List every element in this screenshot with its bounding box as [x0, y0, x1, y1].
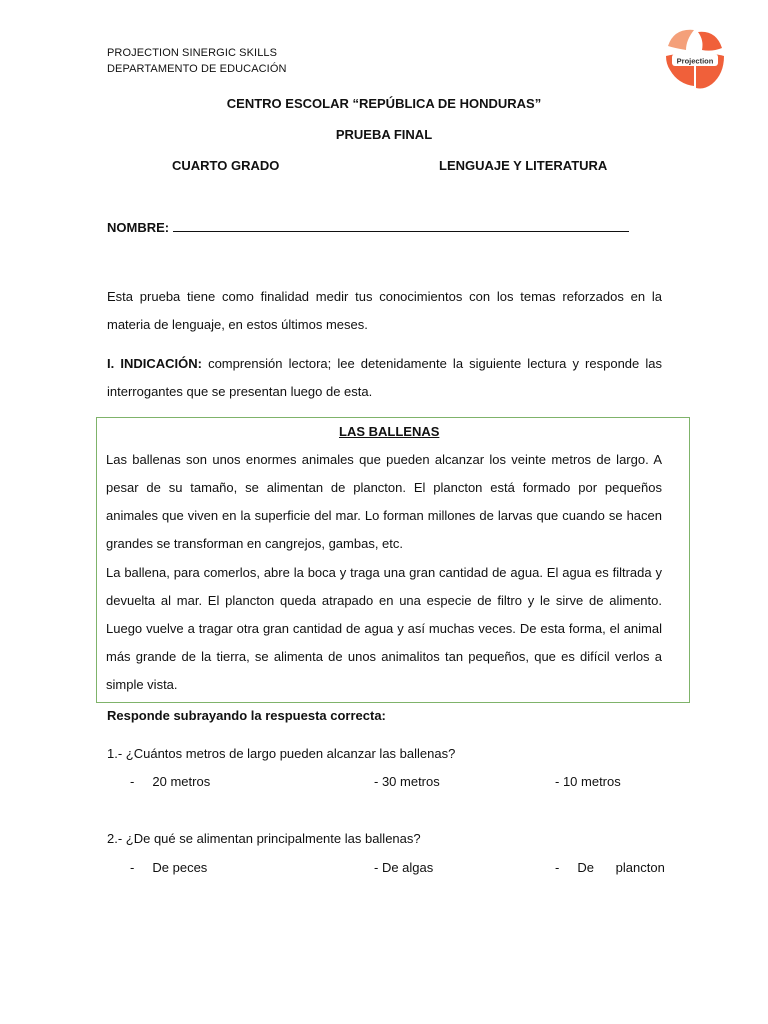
answer-instruction: Responde subrayando la respuesta correcta:: [107, 708, 386, 723]
name-label: NOMBRE:: [107, 220, 170, 235]
reading-paragraph-1: Las ballenas son unos enormes animales que pueden alcanzar los veinte metros de largo. A pesar de su tamaño, se alimentan de plancton. El plancton está formado por pequeños animales que viven en la superficie del mar. Lo forman millones de larvas que cuando se hacen grandes se transforman en cangrejos, gambas, etc.: [106, 452, 662, 551]
reading-title: LAS BALLENAS: [339, 424, 440, 439]
department-name: DEPARTAMENTO DE EDUCACIÓN: [107, 63, 287, 75]
instruction-label: I. INDICACIÓN:: [107, 356, 202, 371]
grade-label: CUARTO GRADO: [172, 158, 280, 173]
instruction-paragraph: [107, 350, 662, 406]
q1-option-c[interactable]: - 10 metros: [555, 774, 621, 789]
q1-option-b[interactable]: - 30 metros: [374, 774, 440, 789]
intro-paragraph: Esta prueba tiene como finalidad medir tus conocimientos con los temas reforzados en la materia de lenguaje, en estos últimos meses.: [107, 289, 662, 332]
q2-option-c[interactable]: - De plancton: [555, 860, 665, 875]
q1-option-a[interactable]: - 20 metros: [130, 774, 211, 789]
org-name: PROJECTION SINERGIC SKILLS: [107, 47, 278, 59]
q2-option-b[interactable]: - De algas: [374, 860, 434, 875]
name-blank-line[interactable]: [173, 219, 629, 232]
school-title: CENTRO ESCOLAR “REPÚBLICA DE HONDURAS”: [226, 96, 542, 111]
exam-title: PRUEBA FINAL: [335, 127, 433, 142]
reading-paragraph-2: La ballena, para comerlos, abre la boca y traga una gran cantidad de agua. El agua es filtrada y devuelta al mar. El plancton queda atrapado en una especie de filtro y le sirve de alimento. Luego vuelve a tragar otra gran cantidad de agua y así muchas veces. De esta forma, el animal más grande de la tierra, se alimenta de unos animalitos tan pequeños, que es difícil verlos a simple vista.: [106, 565, 662, 692]
q2-option-a[interactable]: - De peces: [130, 860, 208, 875]
subject-label: LENGUAJE Y LITERATURA: [439, 158, 608, 173]
projection-logo: [664, 26, 726, 94]
question-2: 2.- ¿De qué se alimentan principalmente las ballenas?: [107, 831, 421, 846]
instruction-text: comprensión lectora; lee detenidamente la siguiente lectura y responde las interrogantes que se presentan luego de esta.: [107, 356, 662, 399]
name-field: [107, 219, 629, 235]
logo-icon: [664, 26, 726, 94]
question-1: 1.- ¿Cuántos metros de largo pueden alcanzar las ballenas?: [107, 746, 456, 761]
logo-text: Projection: [676, 56, 714, 66]
